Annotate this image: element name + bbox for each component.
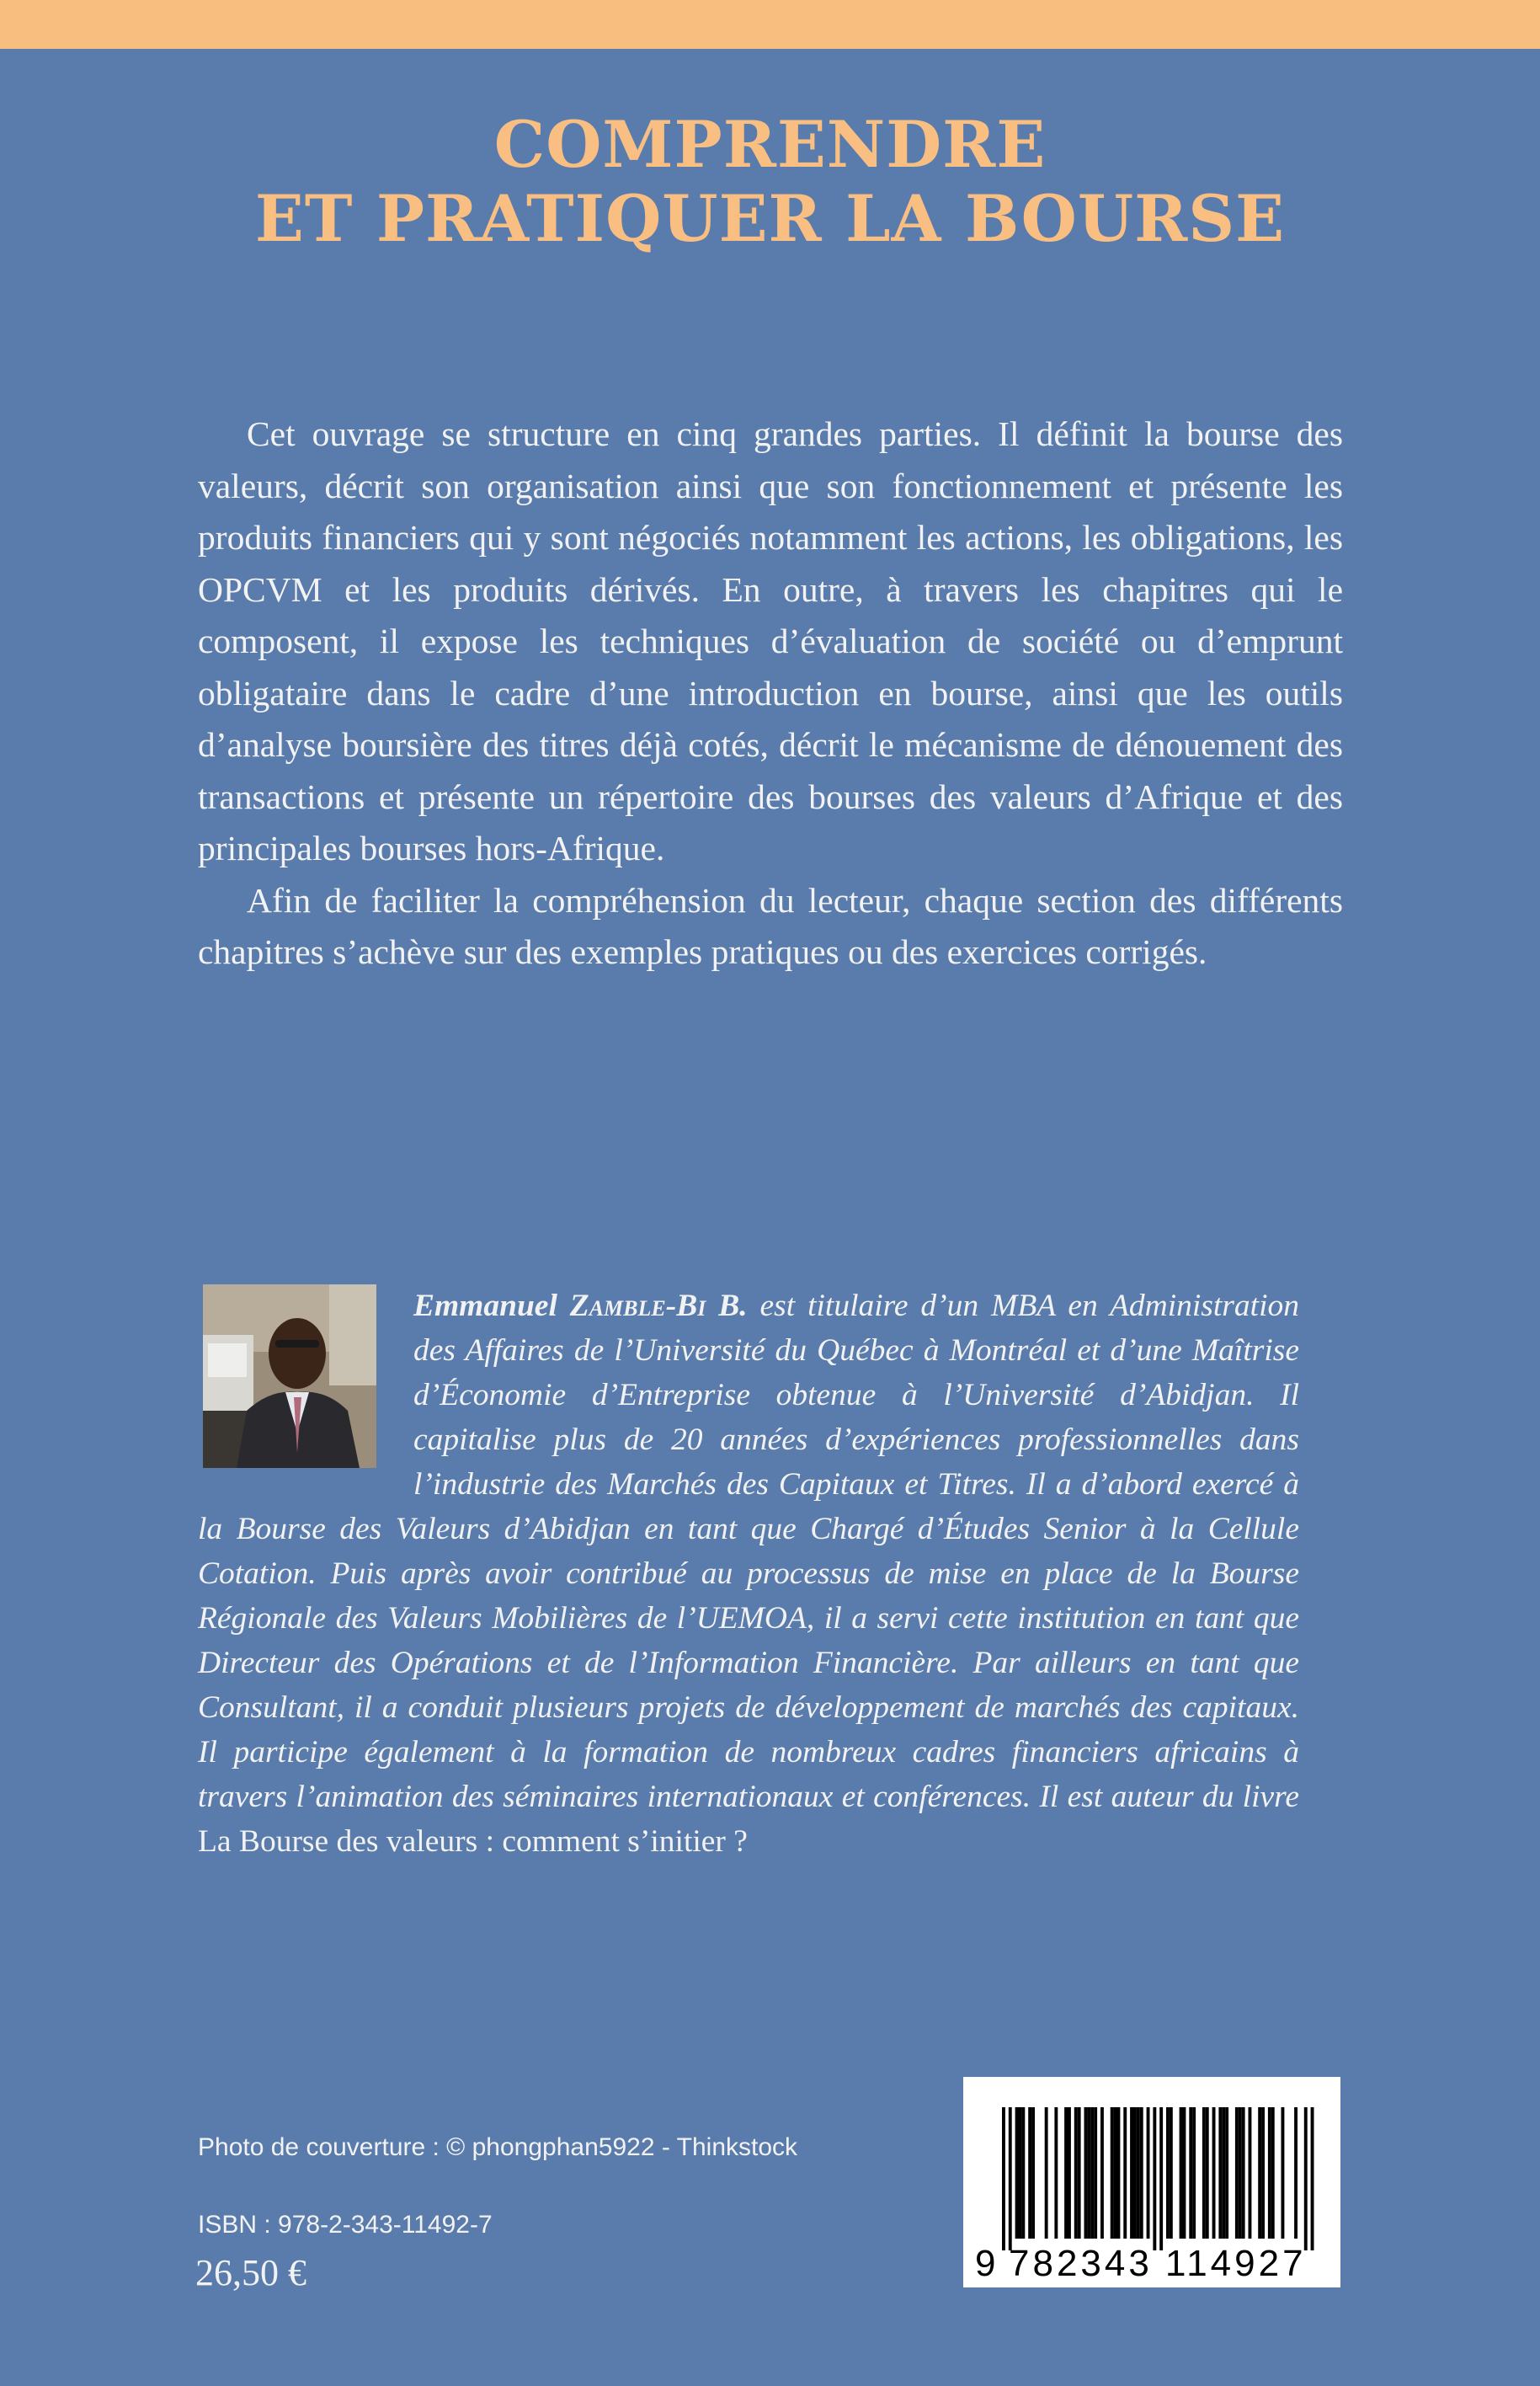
barcode-bar [1153, 2107, 1156, 2250]
top-color-band [0, 0, 1540, 49]
barcode-bar [1202, 2107, 1206, 2239]
barcode-bar [1087, 2107, 1090, 2239]
barcode-bar [1133, 2107, 1137, 2239]
barcode-bar [1090, 2107, 1094, 2239]
photo-spacer [198, 1284, 413, 1467]
title-line-1: COMPRENDRE [493, 107, 1047, 182]
barcode-bar [1123, 2107, 1127, 2239]
barcode-bar [1170, 2107, 1173, 2239]
book-title [0, 108, 1540, 256]
barcode-bar [1111, 2107, 1114, 2239]
barcode-bar [1268, 2107, 1271, 2239]
barcode-bar [1084, 2107, 1088, 2239]
barcode-bar [1294, 2107, 1298, 2239]
barcode-bar [1311, 2107, 1314, 2250]
barcode-bar [1064, 2107, 1068, 2239]
barcode-bar [1094, 2107, 1097, 2239]
barcode-bar [1074, 2107, 1078, 2239]
barcode-bar [1271, 2107, 1275, 2239]
author-last-name: Zamble-Bi B. [569, 1289, 748, 1323]
barcode-bar [1166, 2107, 1170, 2239]
barcode-bar [1218, 2107, 1222, 2239]
barcode-bar [1212, 2107, 1216, 2239]
barcode-bar [1304, 2107, 1308, 2250]
barcode-first-digit: 9 [975, 2243, 996, 2284]
barcode [963, 2077, 1340, 2287]
barcode-bar [1249, 2107, 1252, 2239]
barcode-bar [1114, 2107, 1117, 2239]
barcode-left-digits: 782343 [1009, 2243, 1153, 2284]
barcode-bar [1206, 2107, 1209, 2239]
barcode-bar [1239, 2107, 1242, 2239]
barcode-bar [1242, 2107, 1245, 2239]
barcode-bars [1002, 2107, 1314, 2250]
price: 26,50 € [195, 2252, 306, 2293]
barcode-bar [1068, 2107, 1071, 2239]
barcode-bar [1282, 2107, 1285, 2239]
barcode-bar [1015, 2107, 1019, 2239]
barcode-bar [1045, 2107, 1048, 2239]
barcode-bar [1159, 2107, 1163, 2250]
barcode-bar [1002, 2107, 1005, 2250]
barcode-bar [1225, 2107, 1228, 2239]
author-biography [198, 1284, 1299, 1864]
barcode-bar [1189, 2107, 1192, 2239]
barcode-bar [1021, 2107, 1025, 2239]
author-bio-text: est titulaire d’un MBA en Administration des Affaires de l’Université du Québec à Montréal et d’une Maîtrise d’Économie d’Entreprise obtenue à l’Université d’Abidjan. Il capitalise plus de 20 années d’expériences professionnelles dans l’industrie des Marchés des Capitaux et Titres. Il a d’abord exercé à la Bourse des Valeurs d’Abidjan en tant que Chargé d’Études Senior à la Cellule Cotation. Puis après avoir contribué au processus de mise en place de la Bourse Régionale des Valeurs Mobilières de l’UEMOA, il a servi cette institution en tant que Directeur des Opérations et de l’Information Financière. Par ailleurs en tant que Consultant, il a conduit plusieurs projets de développement de marchés des capitaux. Il participe également à la formation de nombreux cadres financiers africains à travers l’animation des séminaires internationaux et conférences. Il est auteur du livre [198, 1289, 1299, 1814]
barcode-bar [1019, 2107, 1022, 2239]
barcode-bar [1183, 2107, 1186, 2239]
author-other-book-title: La Bourse des valeurs : comment s’initier ? [198, 1824, 748, 1859]
barcode-bar [1235, 2107, 1239, 2239]
barcode-bar [1180, 2107, 1183, 2239]
barcode-bar [1137, 2107, 1140, 2239]
barcode-bar [1078, 2107, 1081, 2239]
barcode-bar [1147, 2107, 1150, 2239]
barcode-bar [1054, 2107, 1058, 2239]
isbn: ISBN : 978-2-343-11492-7 [198, 2211, 493, 2239]
photo-credit: Photo de couverture : © phongphan5922 - Thinkstock [198, 2133, 798, 2161]
barcode-bar [1140, 2107, 1143, 2239]
barcode-bar [1028, 2107, 1031, 2239]
barcode-bar [1130, 2107, 1133, 2239]
title-line-2: ET PRATIQUER LA BOURSE [254, 181, 1286, 256]
barcode-bar [1031, 2107, 1035, 2239]
barcode-right-digits: 114927 [1165, 2243, 1307, 2284]
summary-paragraph-2: Afin de faciliter la compréhension du lecteur, chaque section des différents chapitres s’achève sur des exemples pratiques ou des exercices corrigés. [198, 880, 1343, 971]
barcode-bar [1117, 2107, 1121, 2239]
barcode-bar [1009, 2107, 1012, 2250]
barcode-graphic [963, 2077, 1340, 2287]
author-first-name: Emmanuel [413, 1289, 557, 1323]
barcode-bar [1192, 2107, 1196, 2239]
barcode-bar [1261, 2107, 1265, 2239]
barcode-bar [1100, 2107, 1104, 2239]
barcode-bar [1222, 2107, 1225, 2239]
book-summary [198, 408, 1343, 979]
barcode-bar [1258, 2107, 1261, 2239]
summary-paragraph-1: Cet ouvrage se structure en cinq grandes parties. Il définit la bourse des valeurs, décrit son organisation ainsi que son fonctionnement et présente les produits financiers qui y sont négociés notamment les actions, les obligations, les OPCVM et les produits dérivés. En outre, à travers les chapitres qui le composent, il expose les techniques d’évaluation de société ou d’emprunt obligataire dans le cadre d’une introduction en bourse, ainsi que les outils d’analyse boursière des titres déjà cotés, décrit le mécanisme de dénouement des transactions et présente un répertoire des bourses des valeurs d’Afrique et des principales bourses hors-Afrique. [198, 414, 1343, 867]
